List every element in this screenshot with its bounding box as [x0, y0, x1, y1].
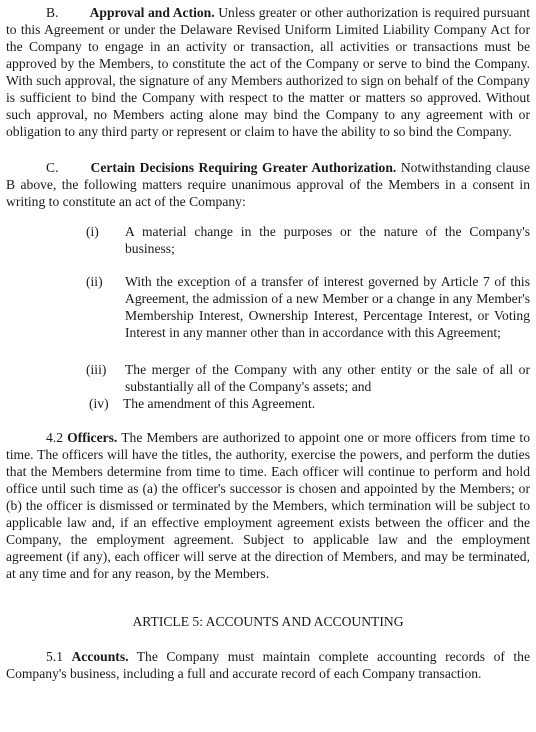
section-c-label: C. — [46, 160, 59, 175]
section-b — [6, 4, 530, 140]
list-item-text: A material change in the purposes or the nature of the Company's business; — [125, 224, 530, 256]
list-item-number: (iv) — [89, 396, 109, 411]
document-page — [6, 4, 530, 682]
section-5-1 — [6, 648, 530, 682]
list-item-text: The merger of the Company with any other entity or the sale of all or substantially all of the Company's assets; and — [125, 362, 530, 394]
section-4-2 — [6, 429, 530, 582]
section-5-1-label: 5.1 — [46, 649, 63, 664]
section-b-label: B. — [46, 5, 59, 20]
section-5-1-body: The Company must maintain complete accounting records of the Company's business, including a full and accurate record of each Company transaction. — [6, 649, 530, 681]
list-item-text: The amendment of this Agreement. — [123, 396, 316, 411]
section-c-heading: Certain Decisions Requiring Greater Authorization. — [90, 160, 397, 175]
list-item-number: (iii) — [86, 362, 107, 377]
list-item — [86, 361, 530, 395]
list-item — [86, 273, 530, 341]
section-c — [6, 159, 530, 210]
section-4-2-heading: Officers. — [67, 430, 118, 445]
section-4-2-label: 4.2 — [46, 430, 63, 445]
section-b-heading: Approval and Action. — [89, 5, 215, 20]
list-item-text: With the exception of a transfer of interest governed by Article 7 of this Agreement, the admission of a new Member or a change in any Member's Membership Interest, Ownership Interest, Percentage Interest, or Voting Interest in any manner other than in accordance with this Agreement; — [125, 274, 530, 340]
section-b-body: Unless greater or other authorization is required pursuant to this Agreement or under the Delaware Revised Uniform Limited Liability Company Act for the Company to engage in an activity or transaction, all activities or transactions must be approved by the Members, to constitute the act of the Company or serve to bind the Company. With such approval, the signature of any Members authorized to sign on behalf of the Company is sufficient to bind the Company with respect to the matter or matters so approved. Without such approval, no Members acting alone may bind the Company to any agreement with or obligation to any third party or represent or claim to have the ability to so bind the Company. — [6, 5, 530, 139]
list-item-number: (i) — [86, 224, 99, 239]
list-item — [89, 395, 530, 412]
list-item-number: (ii) — [86, 274, 103, 289]
section-c-body: Notwithstanding clause B above, the following matters require unanimous approval of the Members in a consent in writing to constitute an act of the Company: — [6, 160, 530, 209]
list-item — [86, 223, 530, 257]
section-4-2-body: The Members are authorized to appoint one or more officers from time to time. The officers will have the titles, the authority, exercise the powers, and perform the duties that the Members determine from time to time. Each officer will continue to perform and hold office until such time as (a) the officer's successor is chosen and appointed by the Members; or (b) the officer is dismissed or terminated by the Members, which termination will be subject to applicable law and, if an effective employment agreement exists between the officer and the Company, the employment agreement. Subject to applicable law and the employment agreement (if any), each officer will serve at the direction of Members, and may be terminated, at any time and for any reason, by the Members. — [6, 430, 531, 581]
article-heading: ARTICLE 5: ACCOUNTS AND ACCOUNTING — [132, 614, 404, 629]
section-5-1-heading: Accounts. — [71, 649, 129, 664]
